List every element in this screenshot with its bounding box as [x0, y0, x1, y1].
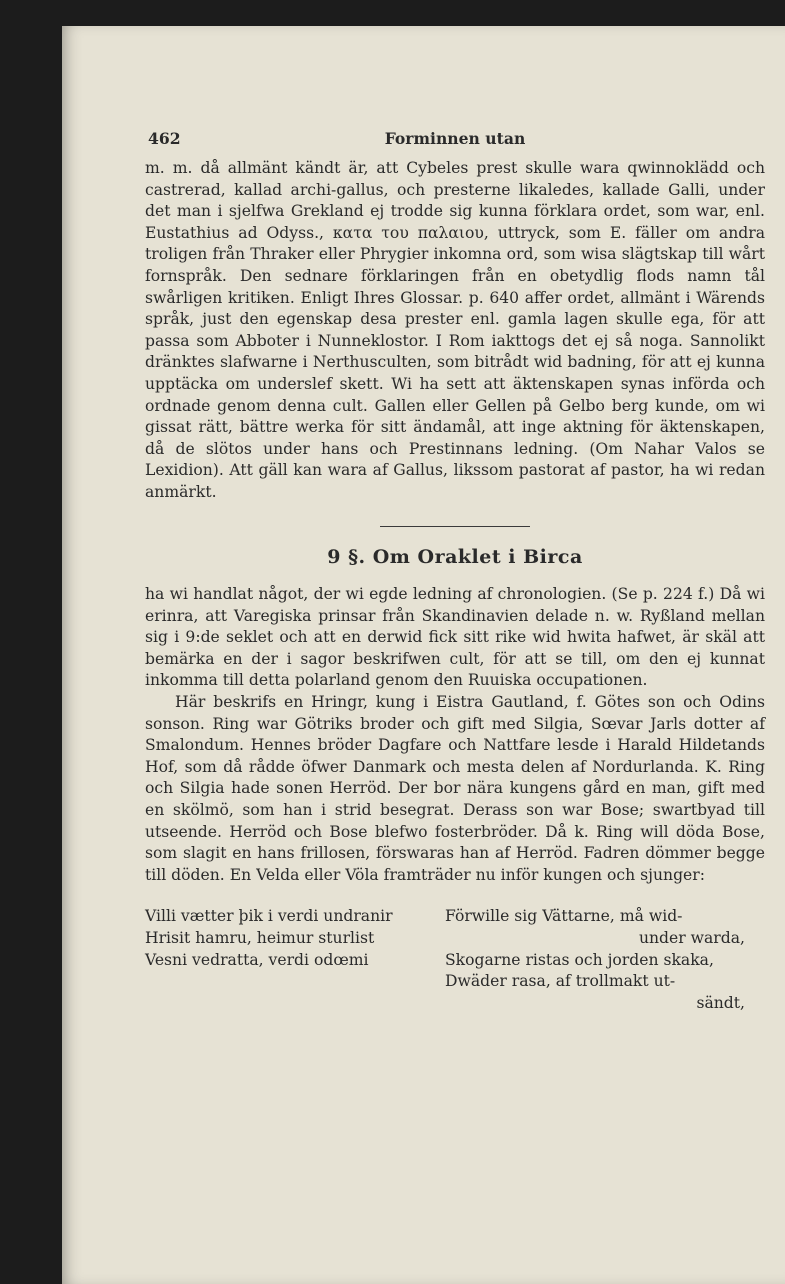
- section-heading: [145, 547, 765, 569]
- verse-line: Villi vætter þik i verdi undranir: [145, 907, 393, 926]
- verse-line: Vesni vedratta, verdi odœmi: [145, 950, 369, 969]
- verse-line: Skogarne ristas och jorden skaka,: [445, 950, 714, 969]
- paragraph-cybele: m. m. då allmänt kändt är, att Cybeles prest skulle wara qwinnoklädd och castrerad, kallad archi-gallus, och presterne likaledes, kallade Galli, under det man i sjelfwa Grekland ej trodde sig kunna förklara ordet, som war, enl. Eustathius ad Odyss., κατα του παλαιου, uttryck, som E. fäller om andra troligen från Thraker eller Phrygier inkomna ord, som wisa slägtskap till wårt fornspråk. Den sednare förklaringen från en obetydlig flods namn tål swårligen kritiken. Enligt Ihres Glossar. p. 640 affer ordet, allmänt i Wärends språk, just den egenskap desa prester enl. gamla lagen skulle ega, för att passa som Abboter i Nunneklostor. I Rom iakttogs det ej så noga. Sannolikt dränktes slafwarne i Nerthusculten, som bitrådt wid badning, för att ej kunna upptäcka om underslef skett. Wi ha sett att äktenskapen synas införda och ordnade genom denna cult. Gallen eller Gellen på Gelbo berg kunde, om wi gissat rätt, bättre werka för sitt ändamål, att inge aktning för äktenskapen, då de slötos under hans och Prestinnans ledning. (Om Nahar Valos se Lexidion). Att gäll kan wara af Gallus, likssom pastorat af pastor, ha wi redan anmärkt.: [145, 159, 765, 501]
- page-text: [145, 128, 765, 1014]
- section-divider: [380, 526, 530, 527]
- section-number: 9 §.: [327, 545, 366, 568]
- verse-translation: [445, 906, 765, 1014]
- page-header: [145, 128, 765, 154]
- running-title: Forminnen utan: [384, 129, 526, 148]
- verse-line-continuation: sändt,: [696, 993, 745, 1012]
- verse-line-continuation: under warda,: [638, 929, 745, 947]
- paragraph-hringr: Här beskrifs en Hringr, kung i Eistra Gautland, f. Götes son och Odins sonson. Ring war Götriks broder och gift med Silgia, Sœvar Jarls dotter af Smalondum. Hennes bröder Dagfare och Nattfare lesde i Harald Hildetands Hof, som då rådde öfwer Danmark och mesta delen af Nordurlanda. K. Ring och Silgia hade sonen Herröd. Der bor nära kungens gård en man, gift med en skölmö, som han i strid besegrat. Derass son war Bose; swartbyad till utseende. Herröd och Bose blefwo fosterbröder. Då k. Ring will döda Bose, som slagit en hans frillosen, förswaras han af Herröd. Fadren dömmer begge till döden. En Velda eller Völa framträder nu inför kungen och sjunger:: [145, 693, 765, 884]
- verse-line: Dwäder rasa, af trollmakt ut-: [445, 972, 676, 991]
- verse-original: [145, 906, 445, 1014]
- page-number: 462: [148, 129, 181, 148]
- verse-line: Hrisit hamru, heimur sturlist: [145, 929, 375, 947]
- section-title: Om Oraklet i Birca: [372, 545, 583, 568]
- book-page: [62, 26, 785, 1284]
- verse-line: Förwille sig Vättarne, må wid-: [445, 907, 683, 926]
- paragraph-varegian: ha wi handlat något, der wi egde ledning af chronologien. (Se p. 224 f.) Då wi erinra, att Varegiska prinsar från Skandinavien delade n. w. Ryßland mellan sig i 9:de seklet och att en derwid fick sitt rike wid hwita hafwet, är skäl att bemärka en der i sagor beskrifwen cult, för att se till, om den ej kunnat inkomma till detta polarland genom den Ruuiska occupationen.: [145, 585, 765, 690]
- verse-block: [145, 906, 765, 1014]
